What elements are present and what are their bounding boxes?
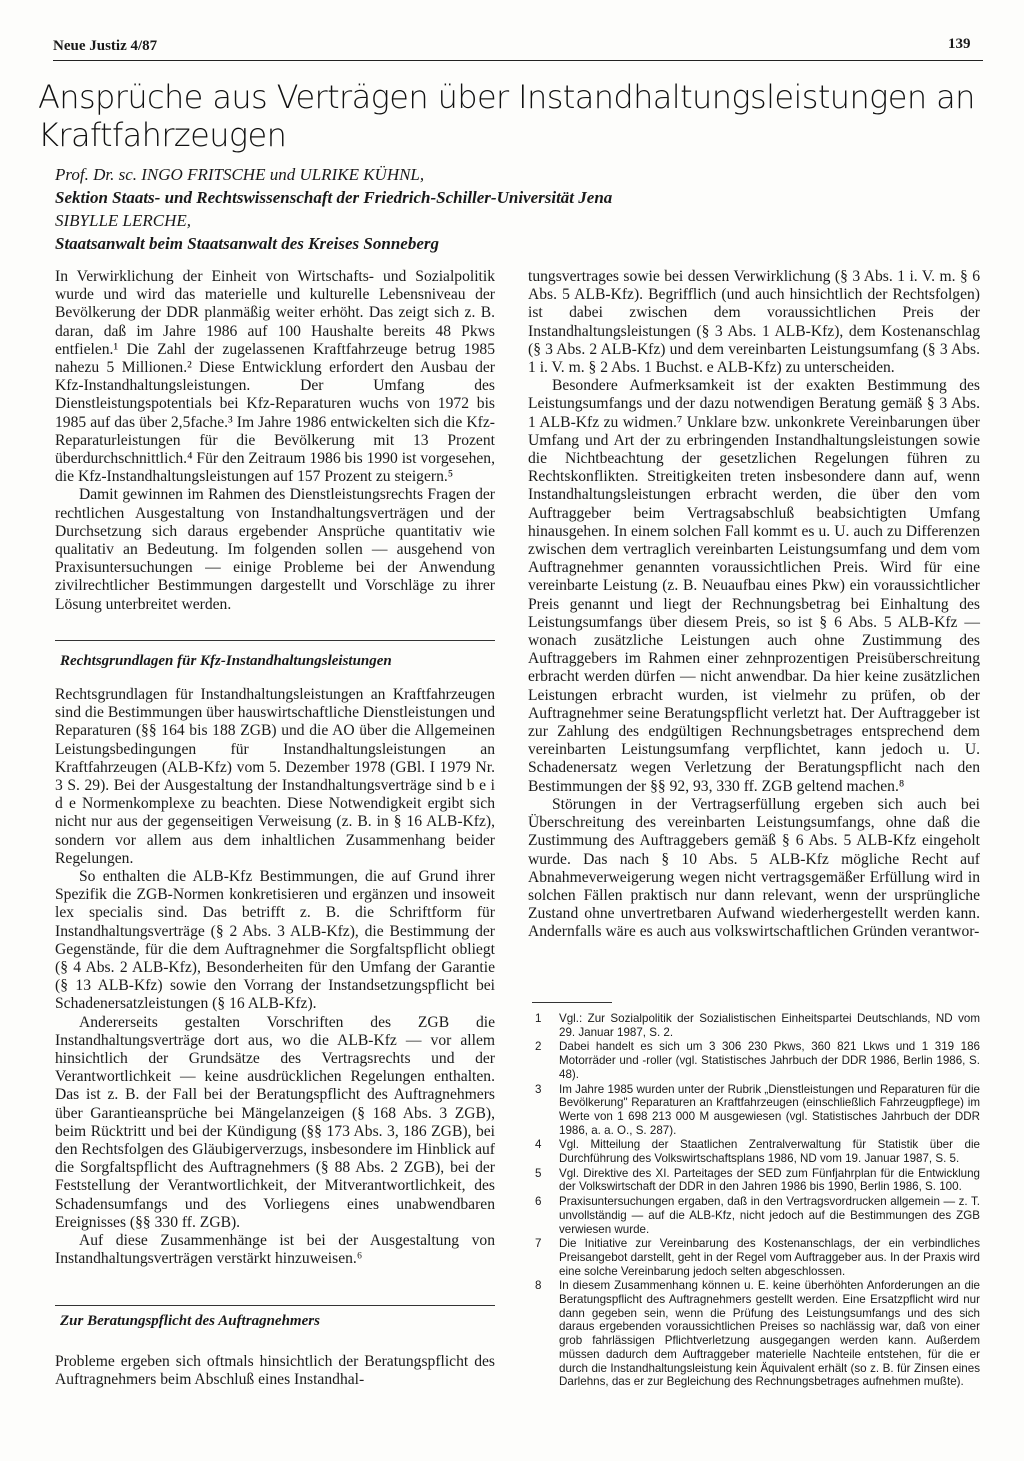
footnote-item <box>532 1083 980 1138</box>
authors-line-1: Prof. Dr. sc. INGO FRITSCHE und ULRIKE KÜHNL, <box>55 165 425 184</box>
left-column-section-2 <box>55 1353 495 1389</box>
left-column-intro <box>55 268 495 614</box>
footnote-item <box>532 1167 980 1194</box>
footnote-text: Die Initiative zur Vereinbarung des Kostenanschlags, der ein verbindliches Preisangebot darstellt, geht in der Regel vom Auftraggeber aus. In der Praxis wird eine solche Vereinbarung jedoch selten abgeschlossen. <box>559 1237 980 1278</box>
section-heading-beratungspflicht: Zur Beratungspflicht des Auftragnehmers <box>60 1313 320 1329</box>
paragraph: So enthalten die ALB-Kfz Bestimmungen, die auf Grund ihrer Spezifik die ZGB-Normen konkretisieren und ergänzen und insoweit lex specialis sind. Das betrifft z. B. die Schriftform für Instandhaltungsverträge (§ 2 Abs. 3 ALB-Kfz), die Bestimmung der Gegenstände, für die dem Auftragnehmer die Sorgfaltspflicht obliegt (§ 4 Abs. 2 ALB-Kfz), Besonderheiten für den Umfang der Garantie (§ 13 ALB-Kfz) sowie den Vorrang der Instandsetzungspflicht bei Schadenersatzleistungen (§ 16 ALB-Kfz). <box>55 868 495 1013</box>
footnote-number: 6 <box>535 1195 542 1209</box>
footnote-number: 4 <box>535 1138 542 1152</box>
footnote-text: In diesem Zusammenhang können u. E. keine überhöhten Anforderungen an die Beratungspflicht des Auftragnehmers gestellt werden. Eine Ersatzpflicht wird nur dann gegeben sein, wenn die Prüfung des Leistungsumfangs und des sich daraus ergebenden voraussichtlichen Preises so nachlässig war, daß von einer grob fahrlässigen Pflichtverletzung ausgegangen werden kann. Außerdem müssen dadurch dem Auftraggeber materielle Nachteile entstehen, für die er durch die Instandhaltungsleistung kein Äquivalent erhält (so z. B. für Zinsen eines Darlehns, das er zur Begleichung des Rechnungsbetrages aufnehmen mußte). <box>559 1279 980 1389</box>
authors-affiliation-2: Staatsanwalt beim Staatsanwalt des Kreises Sonneberg <box>55 234 439 253</box>
footnote-number: 8 <box>535 1279 542 1293</box>
footnote-number: 2 <box>535 1040 542 1054</box>
footnotes <box>532 1012 980 1390</box>
footnote-rule <box>532 1002 612 1003</box>
author-block <box>55 163 755 255</box>
paragraph: tungsvertrages sowie bei dessen Verwirklichung (§ 3 Abs. 1 i. V. m. § 6 Abs. 5 ALB-Kfz). Begrifflich (und auch hinsichtlich der Rechtsfolgen) ist dabei zwischen dem voraussichtlichen Preis der Instandhaltungsleistungen (§ 3 Abs. 1 ALB-Kfz), dem Kostenanschlag (§ 3 Abs. 2 ALB-Kfz) und dem vereinbarten Leistungsumfang (§ 3 Abs. 1 i. V. m. § 2 Abs. 1 Buchst. e ALB-Kfz) zu unterscheiden. <box>528 268 980 377</box>
paragraph: Besondere Aufmerksamkeit ist der exakten Bestimmung des Leistungsumfangs und der dazu notwendigen Beratung gemäß § 3 Abs. 1 ALB-Kfz zu widmen.⁷ Unklare bzw. unkonkrete Vereinbarungen über Umfang und Art der zu erbringenden Instandhaltungsleistungen sowie die Nichtbeachtung der gesetzlichen Regelungen führen zu Rechtskonflikten. Streitigkeiten treten insbesondere dann auf, wenn Instandhaltungsleistungen erbracht werden, die über den vom Auftraggeber beim Vertragsabschluß beabsichtigten Umfang hinausgehen. In einem solchen Fall kommt es u. U. auch zu Differenzen zwischen dem vertraglich vereinbarten Leistungsumfang und dem vom Auftragnehmer genannten voraussichtlichen Preis. Wird für eine vereinbarte Leistung (z. B. Neuaufbau eines Pkw) ein voraussichtlicher Preis genannt und liegt der Rechnungsbetrag bei Einhaltung des Leistungsumfangs über diesem Preis, so ist § 6 Abs. 5 ALB-Kfz — wonach zusätzliche Leistungen auch ohne Zustimmung des Auftraggebers im Rahmen einer zehnprozentigen Preisüberschreitung erbracht werden dürfen — nicht anwendbar. Da hier keine zusätzlichen Leistungen erbracht wurden, ist vielmehr zu prüfen, ob der Auftragnehmer seine Beratungspflicht verletzt hat. Der Auftraggeber ist zur Zahlung des endgültigen Rechnungsbetrages entsprechend dem vereinbarten Leistungsumfang verpflichtet, kann jedoch u. U. Schadenersatz wegen Verletzung der Beratungspflicht nach den Bestimmungen der §§ 92, 93, 330 ff. ZGB geltend machen.⁸ <box>528 377 980 795</box>
footnote-text: Dabei handelt es sich um 3 306 230 Pkws, 360 821 Lkws und 1 319 186 Motorräder und -roller (vgl. Statistisches Jahrbuch der DDR 1986, Berlin 1986, S. 48). <box>559 1040 980 1081</box>
section-rule <box>55 640 495 641</box>
footnote-item <box>532 1040 980 1081</box>
paragraph: Rechtsgrundlagen für Instandhaltungsleistungen an Kraftfahrzeugen sind die Bestimmungen über hauswirtschaftliche Dienstleistungen und Reparaturen (§§ 164 bis 188 ZGB) und die AO über die Allgemeinen Leistungsbedingungen für Instandhaltungsleistungen an Kraftfahrzeugen (ALB-Kfz) vom 5. Dezember 1978 (GBl. I 1979 Nr. 3 S. 29). Bei der Ausgestaltung der Instandhaltungsverträge sind b e i d e Normenkomplexe zu beachten. Diese Notwendigkeit ergibt sich nicht nur aus der gegenseitigen Verweisung (z. B. in § 16 ALB-Kfz), sondern vor allem aus dem inhaltlichen Zusammenhang beider Regelungen. <box>55 686 496 867</box>
footnote-number: 3 <box>535 1082 542 1096</box>
footnote-item <box>532 1195 980 1236</box>
section-heading-rechtsgrundlagen: Rechtsgrundlagen für Kfz-Instandhaltungsleistungen <box>60 653 392 669</box>
footnote-number: 5 <box>535 1166 542 1180</box>
article-title: Ansprüche aus Verträgen über Instandhaltungsleistungen an Kraftfahrzeugen <box>38 78 975 154</box>
footnote-text: Vgl. Direktive des XI. Parteitages der SED zum Fünfjahrplan für die Entwicklung der Volkswirtschaft der DDR in den Jahren 1986 bis 1990, Berlin 1986, S. 100. <box>559 1166 980 1194</box>
journal-header: Neue Justiz 4/87 <box>53 38 158 54</box>
footnote-item <box>532 1279 980 1389</box>
footnote-item <box>532 1012 980 1039</box>
footnote-number: 7 <box>535 1237 542 1251</box>
paragraph: Damit gewinnen im Rahmen des Dienstleistungsrechts Fragen der rechtlichen Ausgestaltung von Instandhaltungsverträgen und der Durchsetzung sich daraus ergebender Ansprüche quantitativ wie qualitativ an Bedeutung. Im folgenden sollen — ausgehend von Praxisuntersuchungen — einige Probleme bei der Anwendung zivilrechtlicher Bestimmungen dargestellt und Vorschläge zu ihrer Lösung unterbreitet werden. <box>55 486 495 613</box>
header-rule <box>53 60 983 61</box>
paragraph: Störungen in der Vertragserfüllung ergeben sich auch bei Überschreitung des vereinbarten Leistungsumfangs, ohne daß die Zustimmung des Auftraggebers gemäß § 6 Abs. 5 ALB-Kfz eingeholt wurde. Das nach § 10 Abs. 5 ALB-Kfz mögliche Recht auf Abnahmeverweigerung wegen nicht vertragsgemäßer Erfüllung wird in solchen Fällen praktisch nur dann relevant, wenn der ursprüngliche Zustand ohne unvertretbaren Aufwand wiederhergestellt werden kann. Andernfalls wäre es auch aus volkswirtschaftlichen Gründen verantwor- <box>528 795 980 941</box>
paragraph: Probleme ergeben sich oftmals hinsichtlich der Beratungspflicht des Auftragnehmers beim Abschluß eines Instandhal- <box>55 1353 495 1389</box>
authors-affiliation-1: Sektion Staats- und Rechtswissenschaft der Friedrich-Schiller-Universität Jena <box>55 188 613 207</box>
section-rule <box>55 1305 495 1306</box>
right-column <box>528 268 980 942</box>
paragraph: In Verwirklichung der Einheit von Wirtschafts- und Sozialpolitik wurde und wird das materielle und kulturelle Lebensniveau der Bevölkerung der DDR planmäßig weiter erhöht. Das zeigt sich z. B. daran, daß im Jahre 1986 auf 100 Haushalte bereits 48 Pkws entfielen.¹ Die Zahl der zugelassenen Kraftfahrzeuge betrug 1985 nahezu 5 Millionen.² Diese Entwicklung erfordert den Ausbau der Kfz-Instandhaltungsleistungen. Der Umfang des Dienstleistungspotentials bei Kfz-Reparaturen wuchs von 1972 bis 1985 auf das über 2,5fache.³ Im Jahre 1986 entwickelten sich die Kfz-Reparaturleistungen für die Bevölkerung mit 13 Prozent überdurchschnittlich.⁴ Für den Zeitraum 1986 bis 1990 ist vorgesehen, die Kfz-Instandhaltungsleistungen auf 157 Prozent zu steigern.⁵ <box>55 268 495 486</box>
footnote-text: Vgl.: Zur Sozialpolitik der Sozialistischen Einheitspartei Deutschlands, ND vom 29. Januar 1987, S. 2. <box>559 1012 980 1039</box>
footnote-item <box>532 1138 980 1165</box>
footnote-text: Praxisuntersuchungen ergaben, daß in den Vertragsvordrucken allgemein — z. T. unvollständig — auf die ALB-Kfz, nicht jedoch auf die Bestimmungen des ZGB verwiesen wurde. <box>559 1195 980 1236</box>
footnote-number: 1 <box>535 1012 542 1025</box>
footnote-item <box>532 1237 980 1278</box>
paragraph: Andererseits gestalten Vorschriften des ZGB die Instandhaltungsverträge dort aus, wo die ALB-Kfz — vor allem hinsichtlich der Grundsätze des Vertragsrechts und der Verantwortlichkeit — keine ausdrücklichen Regelungen enthalten. Das ist z. B. der Fall bei der Beratungspflicht des Auftragnehmers über Garantieansprüche bei Mängelanzeigen (§ 168 Abs. 3 ZGB), beim Rücktritt und bei der Kündigung (§§ 173 Abs. 3, 186 ZGB), bei den Rechtsfolgen des Gläubigerverzugs, insbesondere im Hinblick auf die Sorgfaltspflicht des Auftragnehmers (§ 88 Abs. 2 ZGB), bei der Feststellung der Verantwortlichkeit, der Mitverantwortlichkeit, des Schadensumfangs und des Vorliegens eines unabwendbaren Ereignisses (§§ 330 ff. ZGB). <box>55 1013 495 1231</box>
left-column-section-1 <box>55 686 495 1269</box>
paragraph: Auf diese Zusammenhänge ist bei der Ausgestaltung von Instandhaltungsverträgen verstärkt hinzuweisen.⁶ <box>55 1232 495 1268</box>
footnote-text: Vgl. Mitteilung der Staatlichen Zentralverwaltung für Statistik über die Durchführung des Volkswirtschaftsplans 1986, ND vom 19. Januar 1987, S. 5. <box>559 1138 980 1166</box>
page-number: 139 <box>948 36 971 52</box>
footnote-text: Im Jahre 1985 wurden unter der Rubrik „Dienstleistungen und Reparaturen für die Bevölkerung" Reparaturen an Kraftfahrzeugen (einschließlich Fahrzeugpflege) im Werte von 1 698 213 000 M ausgewiesen (vgl. Statistisches Jahrbuch der DDR 1986, a. a. O., S. 287). <box>559 1082 980 1137</box>
authors-line-2: SIBYLLE LERCHE, <box>55 211 192 230</box>
